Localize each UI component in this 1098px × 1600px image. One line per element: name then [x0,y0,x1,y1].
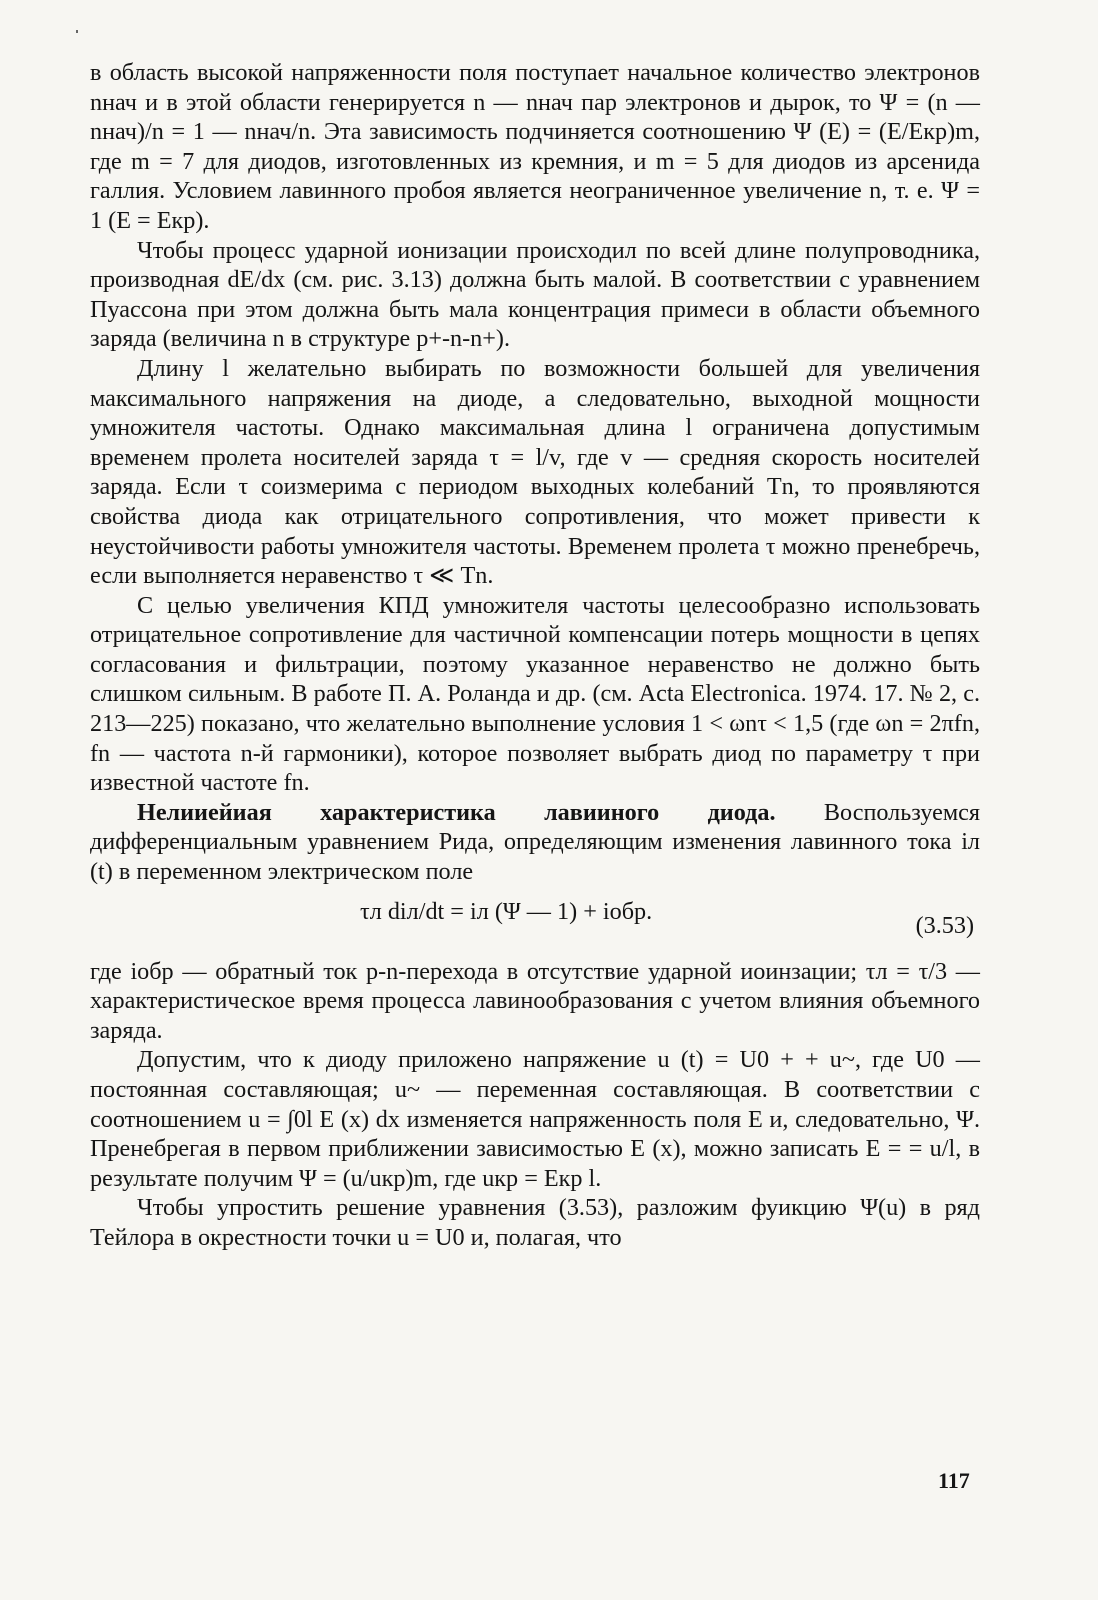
equation-number: (3.53) [915,911,974,939]
section-text: Воспользуемся дифференциальным уравнением Рида, определяющим изменения лавинного тока iл (t) в переменном электрическом поле [90,798,980,886]
equation-formula: τл diл/dt = iл (Ψ — 1) + iобр. [360,897,653,925]
page-number: 117 [938,1468,970,1493]
section-heading: Нелииейиая характеристика лавииного диода. [137,798,776,826]
paragraph-2: Чтобы процесс ударной ионизации происходил по всей длине полупроводника, производная dE/dx (см. рис. 3.13) должна быть малой. В соответствии с уравнением Пуассона при этом должна быть мала концентрация примеси в области объемного заряда (величина n в структуре p+-n-n+). [90,236,980,353]
paragraph-4: С целью увеличения КПД умножителя частоты целесообразно использовать отрицательное сопротивление для частичной компенсации потерь мощности в цепях согласования и фильтрации, поэтому указанное неравенство не должно быть слишком сильным. В работе П. А. Роланда и др. (см. Acta Electronica. 1974. 17. № 2, с. 213—225) показано, что желательно выполнение условия 1 < ωnτ < 1,5 (где ωn = 2πfn, fn — частота n-й гармоники), которое позволяет выбрать диод по параметру τ при известной частоте fn. [90,591,980,797]
body-text [90,58,980,1253]
paragraph-after-eq-2: Допустим, что к диоду приложено напряжение u (t) = U0 + + u~, где U0 — постоянная составляющая; u~ — переменная составляющая. В соответствии с соотношением u = ∫0l E (x) dx изменяется напряженность поля E и, следовательно, Ψ. Пренебрегая в первом приближении зависимостью E (x), можно записать E = = u/l, в результате получим Ψ = (u/uкр)m, где uкр = Eкр l. [90,1046,980,1192]
section-paragraph [90,798,980,887]
paragraph-3: Длину l желательно выбирать по возможности большей для увеличения максимального напряжения на диоде, а следовательно, выходной мощности умножителя частоты. Однако максимальная длина l ограничена допустимым временем пролета носителей заряда τ = l/v, где v — средняя скорость носителей заряда. Если τ соизмерима с периодом выходных колебаний Tn, то проявляются свойства диода как отрицательного сопротивления, что может привести к неустойчивости работы умножителя частоты. Временем пролета τ можно пренебречь, если выполняется неравенство τ ≪ Tn. [90,354,980,590]
equation-3-53 [90,893,980,953]
scan-speck [76,30,78,33]
paragraph-after-eq-1: где iобр — обратный ток p-n-перехода в отсутствие ударной иоинзации; τл = τ/3 — характеристическое время процесса лавинообразования с учетом влияния объемного заряда. [90,957,980,1044]
paragraph-1: в область высокой напряженности поля поступает начальное количество электронов nнач и в этой области генерируется n — nнач пар электронов и дырок, то Ψ = (n — nнач)/n = 1 — nнач/n. Эта зависимость подчиняется соотношению Ψ (E) = (E/Eкр)m, где m = 7 для диодов, изготовленных из кремния, и m = 5 для диодов из арсенида галлия. Условием лавинного пробоя является неограниченное увеличение n, т. е. Ψ = 1 (E = Eкр). [90,59,980,234]
paragraph-after-eq-3: Чтобы упростить решение уравнения (3.53), разложим фуикцию Ψ(u) в ряд Тейлора в окрестности точки u = U0 и, полагая, что [90,1194,980,1251]
